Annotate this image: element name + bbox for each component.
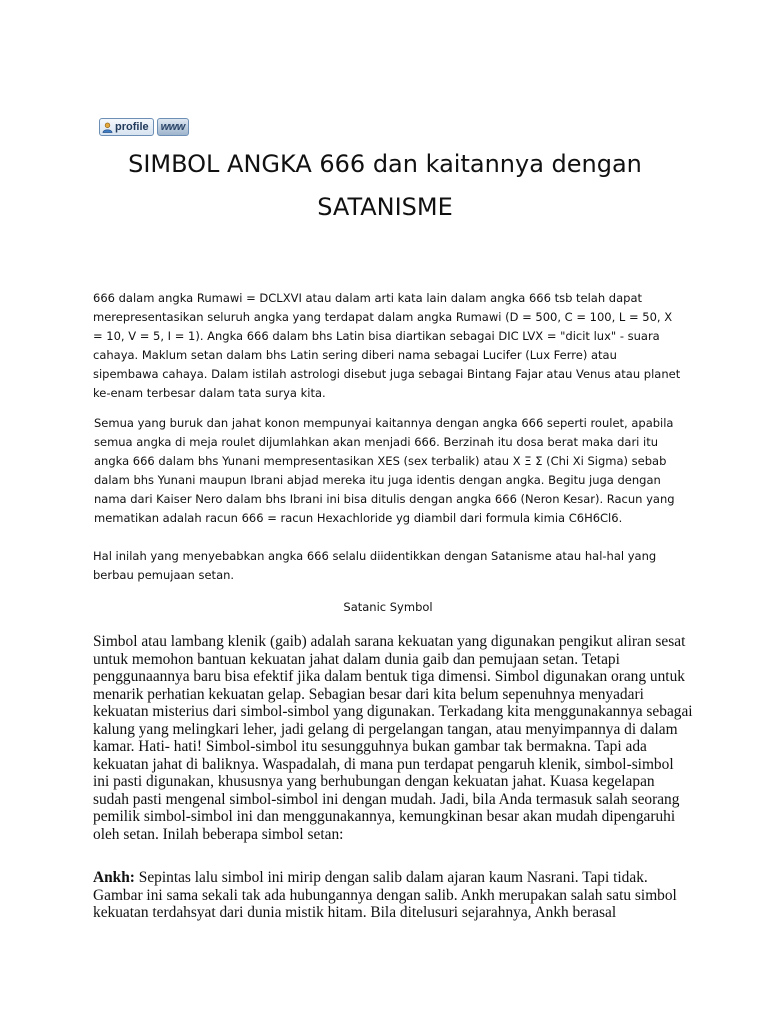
intro-paragraph: 666 dalam angka Rumawi = DCLXVI atau dalam arti kata lain dalam angka 666 tsb telah dapat merepresentasikan seluruh angka yang terdapat dalam angka Rumawi (D = 500, C = 100, L = 50, X = 10, V = 5, I = 1). Angka 666 dalam bhs Latin bisa diartikan sebagai DIC LVX = "dicit lux" - suara cahaya. Maklum setan dalam bhs Latin sering diberi nama sebagai Lucifer (Lux Ferre) atau sipembawa cahaya. Dalam istilah astrologi disebut juga sebagai Bintang Fajar atau Venus atau planet ke-enam terbesar dalam tata surya kita. <box>93 291 681 400</box>
www-badge[interactable]: www <box>157 118 189 136</box>
roulette-paragraph: Semua yang buruk dan jahat konon mempunyai kaitannya dengan angka 666 seperti roulet, apabila semua angka di meja roulet dijumlahkan akan menjadi 666. Berzinah itu dosa berat maka dari itu angka 666 dalam bhs Yunani mempresentasikan XES (sex terbalik) atau Χ Ξ Σ (Chi Xi Sigma) sebab dalam bhs Yunani maupun Ibrani abjad mereka itu juga identis dengan angka. Begitu juga dengan nama dari Kaiser Nero dalam bhs Ibrani ini bisa ditulis dengan angka 666 (Neron Kesar). Racun yang mematikan adalah racun 666 = racun Hexachloride yg diambil dari formula kimia C6H6Cl6. <box>94 416 675 525</box>
ankh-paragraph <box>93 869 693 922</box>
section-heading: Satanic Symbol <box>343 600 433 614</box>
person-icon <box>102 122 113 133</box>
page-title: SIMBOL ANGKA 666 dan kaitannya dengan SATANISME <box>128 150 642 221</box>
profile-badge-label: profile <box>115 121 149 133</box>
ankh-term: Ankh: <box>93 869 135 886</box>
ankh-description: Sepintas lalu simbol ini mirip dengan salib dalam ajaran kaum Nasrani. Tapi tidak. Gambar ini sama sekali tak ada hubungannya dengan salib. Ankh merupakan salah satu simbol kekuatan terdahsyat dari dunia mistik hitam. Bila ditelusuri sejarahnya, Ankh berasal <box>93 869 677 921</box>
symbol-intro-paragraph: Simbol atau lambang klenik (gaib) adalah sarana kekuatan yang digunakan pengikut aliran sesat untuk memohon bantuan kekuatan jahat dalam dunia gaib dan pemujaan setan. Tetapi penggunaannya baru bisa efektif jika dalam bentuk tiga dimensi. Simbol digunakan orang untuk menarik perhatian kekuatan gelap. Sebagian besar dari kita belum sepenuhnya menyadari kekuatan misterius dari simbol-simbol yang digunakan. Terkadang kita menggunakannya sebagai kalung yang melingkari leher, jadi gelang di pergelangan tangan, atau menyimpannya di dalam kamar. Hati- hati! Simbol-simbol itu sesungguhnya bukan gambar tak bermakna. Tapi ada kekuatan jahat di baliknya. Waspadalah, di mana pun terdapat pengaruh klenik, simbol-simbol ini pasti digunakan, khususnya yang berhubungan dengan kekuatan jahat. Kuasa kegelapan sudah pasti mengenal simbol-simbol ini dengan mudah. Jadi, bila Anda termasuk salah seorang pemilik simbol-simbol ini dan menggunakannya, kemungkinan besar akan mudah dipengaruhi oleh setan. Inilah beberapa simbol setan: <box>93 633 693 843</box>
profile-badge[interactable] <box>99 118 154 136</box>
conclusion-paragraph: Hal inilah yang menyebabkan angka 666 selalu diidentikkan dengan Satanisme atau hal-hal yang berbau pemujaan setan. <box>93 549 657 582</box>
author-badges <box>99 118 189 136</box>
